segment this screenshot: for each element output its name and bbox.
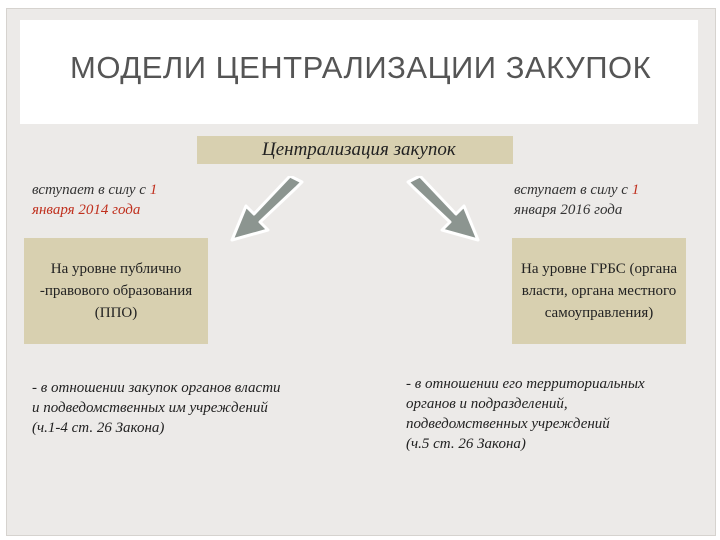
- left-down-arrow-icon: [228, 176, 308, 244]
- right-level-box: [512, 238, 686, 344]
- left-note: - в отношении закупок органов власти и подведомственных им учреждений (ч.1-4 ст. 26 Закона): [32, 380, 281, 436]
- right-level-text: На уровне ГРБС (органа власти, органа местного самоуправления): [520, 261, 678, 321]
- left-level-text: На уровне публично -правового образования (ППО): [39, 261, 193, 321]
- right-down-arrow-icon: [402, 176, 482, 244]
- left-date-rest: января 2014 года: [32, 202, 141, 218]
- left-level-box: [24, 238, 208, 344]
- left-date-prefix: вступает в силу с: [32, 182, 150, 198]
- page-title: МОДЕЛИ ЦЕНТРАЛИЗАЦИИ ЗАКУПОК: [70, 50, 652, 85]
- left-effective-date: [32, 180, 157, 220]
- left-date-day: 1: [149, 182, 158, 198]
- right-date-rest: января 2016 года: [514, 202, 623, 218]
- right-date-prefix: вступает в силу с: [514, 182, 632, 198]
- title-panel: [20, 20, 698, 124]
- right-note: - в отношении его территориальных органов и подразделений, подведомственных учреждений (ч.5 ст. 26 Закона): [406, 376, 645, 452]
- right-date-day: 1: [631, 182, 640, 198]
- central-label: Централизация закупок: [262, 139, 456, 160]
- right-effective-date: [514, 180, 639, 220]
